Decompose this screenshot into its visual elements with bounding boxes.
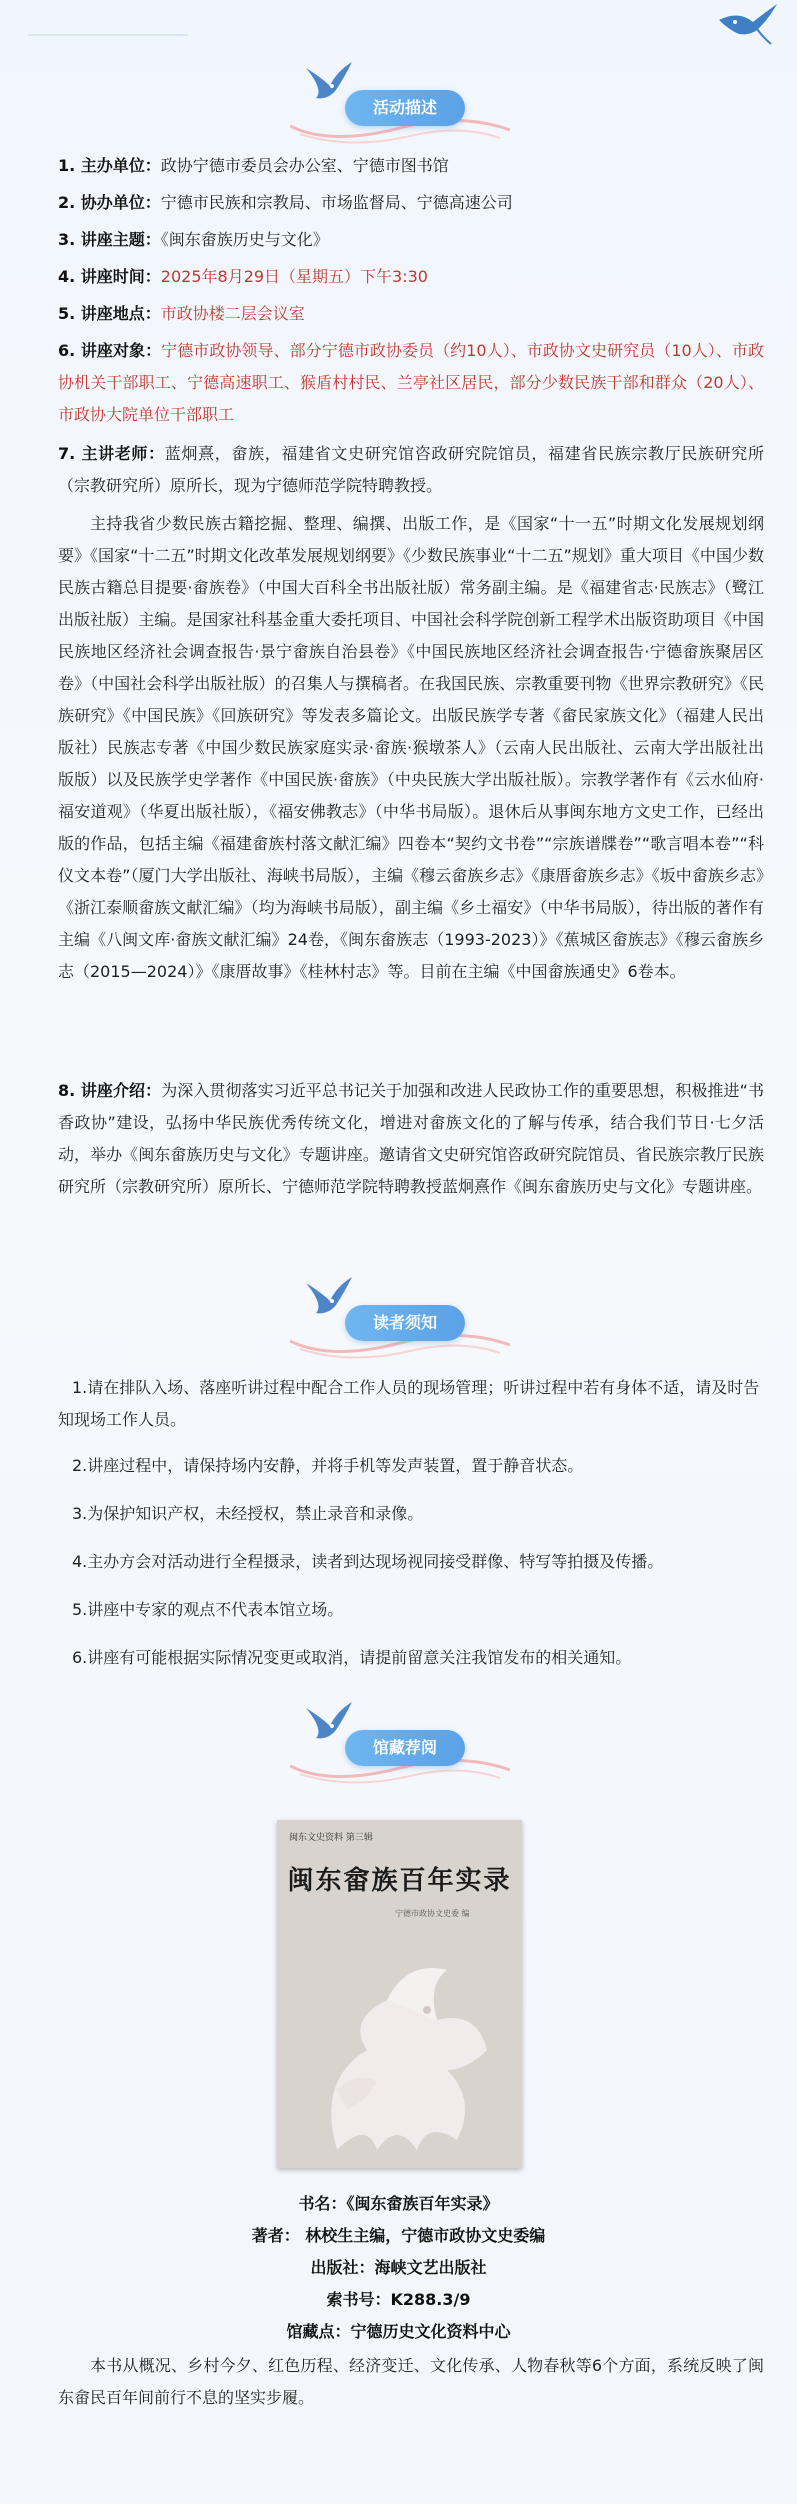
place-line [58, 298, 764, 330]
top-divider [28, 34, 188, 36]
book-author: 著者： 林校生主编，宁德市政协文史委编 [251, 2226, 546, 2245]
field-label: 3. 讲座主题： [58, 230, 161, 249]
teacher-bio: 主持我省少数民族古籍挖掘、整理、编撰、出版工作，是《国家“十一五”时期文化发展规划纲要》《国家“十二五”时期文化改革发展规划纲要》《少数民族事业“十二五”规划》重大项目《中国少数民族古籍总目提要·畲族卷》（中国大百科全书出版社版）常务副主编。是《福建省志·民族志》（鹭江出版社版）主编。是国家社科基金重大委托项目、中国社会科学院创新工程学术出版资助项目《中国民族地区经济社会调查报告·景宁畲族自治县卷》《中国民族地区经济社会调查报告·宁德畲族聚居区卷》（中国社会科学出版社版）的召集人与撰稿者。在我国民族、宗教重要刊物《世界宗教研究》《民族研究》《中国民族》《回族研究》等发表多篇论文。出版民族学专著《畲民家族文化》（福建人民出版社）民族志专著《中国少数民族家庭实录·畲族·猴墩茶人》（云南人民出版社、云南大学出版社出版版）以及民族学史学著作《中国民族·畲族》（中央民族大学出版社版）。宗教学著作有《云水仙府·福安道观》（华夏出版社版），《福安佛教志》（中华书局版）。退休后从事闽东地方文史工作，已经出版的作品，包括主编《福建畲族村落文献汇编》四卷本“契约文书卷”“宗族谱牒卷”“歌言唱本卷”“科仪文本卷”（厦门大学出版社、海峡书局版），主编《穆云畲族乡志》《康厝畲族乡志》《坂中畲族乡志》《浙江泰顺畲族文献汇编》（均为海峡书局版），副主编《乡土福安》（中华书局版），待出版的著作有主编《八闽文库·畲族文献汇编》24卷，《闽东畲族志（1993-2023）》《蕉城区畲族志》《穆云畲族乡志（2015—2024）》《康厝故事》《桂林村志》等。目前在主编《中国畲族通史》6卷本。 [58, 514, 764, 981]
co-host-line [58, 187, 764, 219]
notice-item: 6.讲座有可能根据实际情况变更或取消，请提前留意关注我馆发布的相关通知。 [72, 1648, 632, 1667]
field-label: 5. 讲座地点： [58, 304, 161, 323]
section-title: 馆藏荐阅 [345, 1730, 465, 1766]
book-summary: 本书从概况、乡村今夕、红色历程、经济变迁、文化传承、人物春秋等6个方面，系统反映了闽东畲民百年间前行不息的坚实步履。 [58, 2356, 764, 2407]
activity-section-header [0, 60, 797, 150]
field-value: 2025年8月29日（星期五）下午3:30 [160, 267, 428, 286]
audience-line [58, 335, 764, 431]
field-label: 4. 讲座时间： [58, 267, 161, 286]
book-call-number: 索书号：K288.3/9 [326, 2290, 471, 2309]
field-label: 7. 主讲老师： [58, 444, 165, 463]
cover-editor: 宁德市政协文史委 编 [395, 1909, 470, 1918]
notice-item: 5.讲座中专家的观点不代表本馆立场。 [72, 1600, 344, 1619]
field-label: 1. 主办单位： [58, 156, 161, 175]
notice-section-header [0, 1275, 797, 1365]
host-line [58, 150, 764, 182]
field-label: 2. 协办单位： [58, 193, 161, 212]
collection-section-header [0, 1700, 797, 1790]
book-name: 书名：《闽东畲族百年实录》 [298, 2194, 499, 2213]
field-value: 《闽东畲族历史与文化》 [160, 230, 329, 249]
notice-item: 2.讲座过程中，请保持场内安静，并将手机等发声装置，置于静音状态。 [72, 1456, 584, 1475]
field-value: 宁德市民族和宗教局、市场监督局、宁德高速公司 [160, 193, 513, 212]
cover-title: 闽东畲族百年实录 [287, 1866, 512, 1896]
intro-line [58, 1075, 764, 1203]
field-value: 蓝炯熹，畲族，福建省文史研究馆咨政研究院馆员，福建省民族宗教厅民族研究所（宗教研究所）原所长，现为宁德师范学院特聘教授。 [58, 444, 764, 495]
notice-item: 3.为保护知识产权，未经授权，禁止录音和录像。 [72, 1504, 424, 1523]
book-publisher: 出版社：海峡文艺出版社 [310, 2258, 487, 2277]
field-label: 6. 讲座对象： [58, 341, 162, 360]
notice-item: 1.请在排队入场、落座听讲过程中配合工作人员的现场管理；听讲过程中若有身体不适，请及时告知现场工作人员。 [58, 1378, 760, 1429]
field-value: 为深入贯彻落实习近平总书记关于加强和改进人民政协工作的重要思想，积极推进“书香政协”建设，弘扬中华民族优秀传统文化，增进对畲族文化的了解与传承，结合我们节日·七夕活动，举办《闽东畲族历史与文化》专题讲座。邀请省文史研究馆咨政研究院馆员、省民族宗教厅民族研究所（宗教研究所）原所长、宁德师范学院特聘教授蓝炯熹作《闽东畲族历史与文化》专题讲座。 [58, 1081, 764, 1196]
book-location: 馆藏点：宁德历史文化资料中心 [286, 2322, 511, 2341]
field-value: 市政协楼二层会议室 [160, 304, 305, 323]
section-title: 读者须知 [345, 1305, 465, 1341]
teacher-line [58, 438, 764, 502]
field-label: 8. 讲座介绍： [58, 1081, 162, 1100]
cover-series: 闽东文史资料 第三辑 [289, 1833, 373, 1843]
book-cover [277, 1820, 522, 2168]
notice-item: 4.主办方会对活动进行全程摄录，读者到达现场视同接受群像、特写等拍摄及传播。 [72, 1552, 664, 1571]
swallow-icon [713, 0, 783, 48]
field-value: 宁德市政协领导、部分宁德市政协委员（约10人）、市政协文史研究员（10人）、市政协机关干部职工、宁德高速职工、猴盾村村民、兰亭社区居民，部分少数民族干部和群众（20人）、市政协大院单位干部职工 [58, 341, 764, 424]
theme-line [58, 224, 764, 256]
field-value: 政协宁德市委员会办公室、宁德市图书馆 [160, 156, 449, 175]
section-title: 活动描述 [345, 90, 465, 126]
time-line [58, 261, 764, 293]
